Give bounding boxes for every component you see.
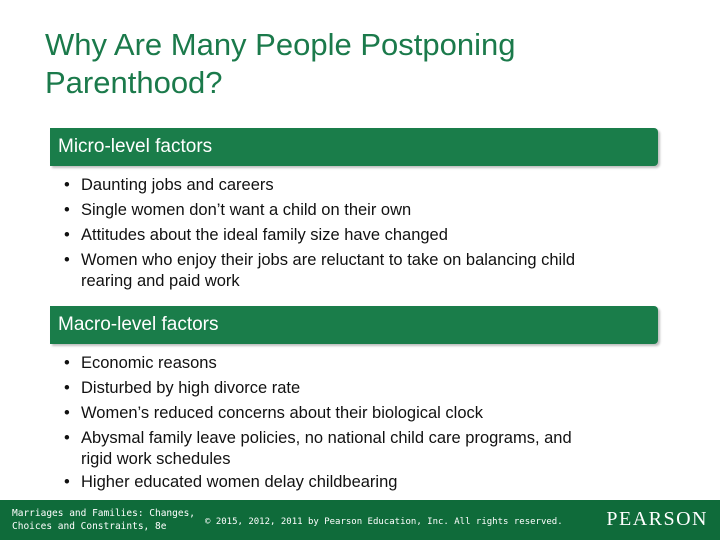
list-item — [64, 351, 662, 376]
list-item-text: Daunting jobs and careers — [81, 176, 274, 194]
list-item — [64, 426, 662, 470]
macro-level-list — [64, 351, 662, 495]
list-item-text: Single women don’t want a child on their own — [81, 201, 412, 219]
list-item — [64, 173, 662, 198]
bullet: • — [64, 379, 70, 397]
list-item-text: Disturbed by high divorce rate — [81, 379, 301, 397]
bullet: • — [64, 251, 70, 269]
bullet: • — [64, 201, 70, 219]
book-citation — [12, 507, 197, 533]
bullet: • — [64, 226, 70, 244]
list-item-text: Attitudes about the ideal family size have changed — [81, 226, 448, 244]
bullet: • — [64, 176, 70, 194]
book-title-line2: Choices and Constraints, 8e — [12, 521, 167, 532]
list-item — [64, 470, 662, 495]
list-item-text: Women who enjoy their jobs are reluctant to take on balancing child — [81, 251, 576, 269]
macro-level-header: Macro-level factors — [50, 306, 658, 344]
copyright-notice: © 2015, 2012, 2011 by Pearson Education, Inc. All rights reserved. — [205, 517, 563, 527]
micro-level-header: Micro-level factors — [50, 128, 658, 166]
bullet: • — [64, 429, 70, 447]
list-item-text: Women’s reduced concerns about their biological clock — [81, 404, 484, 422]
bullet: • — [64, 404, 70, 422]
list-item — [64, 376, 662, 401]
list-item — [64, 248, 662, 292]
footer-bar — [0, 500, 720, 540]
bullet: • — [64, 354, 70, 372]
list-item — [64, 401, 662, 426]
list-item-text-continued: rearing and paid work — [81, 272, 240, 290]
list-item — [64, 223, 662, 248]
list-item-text: Economic reasons — [81, 354, 217, 372]
list-item-text-continued: rigid work schedules — [81, 450, 231, 468]
list-item-text: Higher educated women delay childbearing — [81, 473, 398, 491]
list-item-text: Abysmal family leave policies, no national child care programs, and — [81, 429, 572, 447]
slide-title: Why Are Many People Postponing Parenthood? — [45, 27, 516, 100]
bullet: • — [64, 473, 70, 491]
book-title-line1: Marriages and Families: Changes, — [12, 508, 196, 519]
pearson-logo: PEARSON — [606, 508, 708, 530]
micro-level-list — [64, 173, 662, 292]
list-item — [64, 198, 662, 223]
